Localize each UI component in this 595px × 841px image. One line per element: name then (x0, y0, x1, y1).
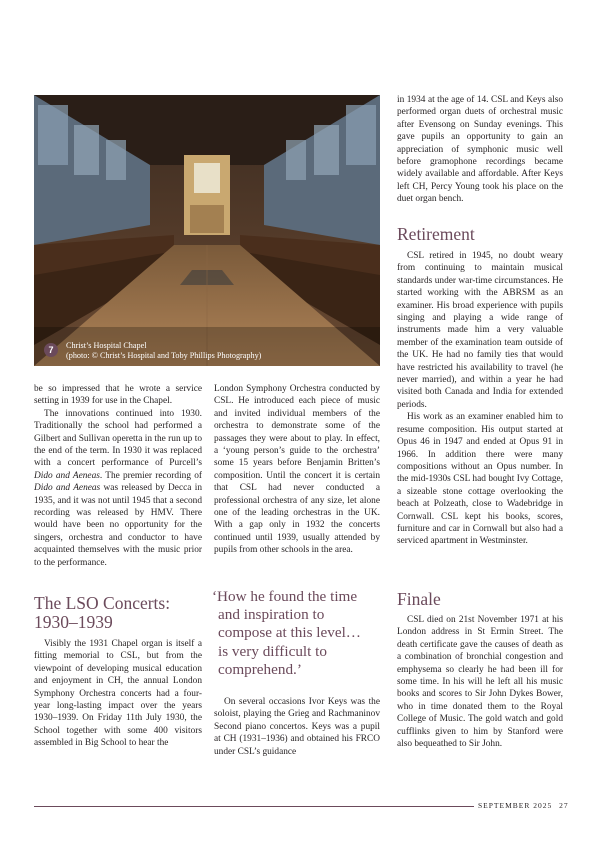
section-heading-finale: Finale (397, 589, 441, 609)
footer-rule (34, 806, 474, 807)
page-number: 27 (559, 801, 569, 810)
caption-title: Christ’s Hospital Chapel (66, 341, 147, 350)
text-run: was released by Decca in 1935, and it was not until 1945 that a second recording was released by HMV. There would have been no opportunity for the singers, orchestra and conductor to have acquainted themselves with the music prior to the performance. (34, 483, 202, 568)
chapel-photo (34, 95, 380, 366)
section-heading-lso: The LSO Concerts: 1930–1939 (34, 593, 171, 632)
section-heading-retirement: Retirement (397, 224, 475, 244)
quote-line: ‘How he found the time (212, 588, 358, 605)
paragraph: His work as an examiner enabled him to resume composition. His output started at Opus 46 in 1947 and ended at Opus 91 in 1966. In addition there were many compositions without an Opus number. In the mid-1930s CSL had bought Ivy Cottage, a sizeable stone cottage overlooking the beach at Polzeath, close to Wadebridge in Cornwall. CSL kept his books, scores, furniture and car in Cornwall but also had a serviced apartment in Westminster. (397, 412, 563, 547)
text-run: . The premier recording of (99, 470, 202, 481)
quote-line: comprehend.’ (218, 660, 302, 678)
quote-line: and inspiration to (218, 606, 325, 624)
paragraph: On several occasions Ivor Keys was the soloist, playing the Grieg and Rachmaninov Second piano concertos. Keys was a pupil at CH (1931–1936) and obtained his FRCO under CSL’s guidance (214, 697, 380, 757)
paragraph: in 1934 at the age of 14. CSL and Keys also performed organ duets of orchestral music after Evensong on Sunday evenings. This gave pupils an opportunity to gain an appreciation of symphonic music well before gramophone recordings became widely available and affordable. After Keys left CH, Percy Young took his place on the duet organ bench. (397, 95, 563, 205)
paragraph: be so impressed that he wrote a service setting in 1939 for use in the Chapel. (34, 384, 202, 407)
page-footer (478, 801, 569, 810)
quote-line: is very difficult to (218, 642, 327, 660)
paragraph: CSL died on 21st November 1971 at his London address in St Ermin Street. The death certificate gave the causes of death as a combination of bronchial congestion and emphysema so clearly he had been ill for some time. In his will he left all his music books and scores to Sir John Dykes Bower, who in time donated them to the Royal College of Music. The gold watch and gold cufflinks given to him by Stanford were also bequeathed to Sir John. (397, 615, 563, 750)
finale-text (397, 614, 563, 750)
column-2-text (214, 383, 380, 557)
italic-title: Dido and Aeneas (34, 483, 101, 494)
issue-date: SEPTEMBER 2025 (478, 801, 553, 810)
caption-credit: (photo: © Christ’s Hospital and Toby Phillips Photography) (66, 350, 262, 360)
pull-quote (212, 588, 384, 679)
quote-line: compose at this level… (218, 624, 361, 642)
paragraph: London Symphony Orchestra conducted by CSL. He introduced each piece of music and invited individual members of the orchestra to demonstrate some of the passages they were about to play. In effect, a ‘young person’s guide to the orchestra’ some 15 years before Benjamin Britten’s composition. Until the concert it is certain that CSL had never conducted a professional orchestra of any size, let alone one of the leading orchestras in the UK. With a gap only in 1932 the concerts continued until 1939, usually attended by pupils from other schools in the area. (214, 384, 380, 556)
column-2b-text (214, 696, 380, 758)
column-1-text (34, 383, 202, 569)
figure-caption (66, 341, 366, 361)
retirement-text (397, 250, 563, 548)
lso-text (34, 638, 202, 750)
figure-number-badge: 7 (44, 343, 58, 357)
paragraph: Visibly the 1931 Chapel organ is itself a fitting memorial to CSL, but from the viewpoint of developing musical education and enjoyment in CH, the annual London Symphony Orchestra concerts had a four-year long-lasting impact over the years 1930–1939. On Friday 11th July 1930, the School together with some 400 visitors assembled in Big School to hear the (34, 639, 202, 749)
paragraph: CSL retired in 1945, no doubt weary from continuing to maintain musical standards under war-time circumstances. He started working with the ABRSM as an examiner. His broad experience with pupils singing and playing a wide range of instruments made him a very valuable member of the examination team outside of the UK. He had no family ties that would have restricted his availability to travel (he never married), and within a year he had visited both Canada and India for extended periods. (397, 251, 563, 410)
text-run: The innovations continued into 1930. Traditionally the school had performed a Gilbert and Sullivan operetta in the run up to the end of the term. In 1930 it was replaced with a concert performance of Purcell’s (34, 408, 202, 469)
paragraph (34, 408, 202, 569)
italic-title: Dido and Aeneas (34, 470, 100, 481)
column-3-text (397, 94, 563, 206)
